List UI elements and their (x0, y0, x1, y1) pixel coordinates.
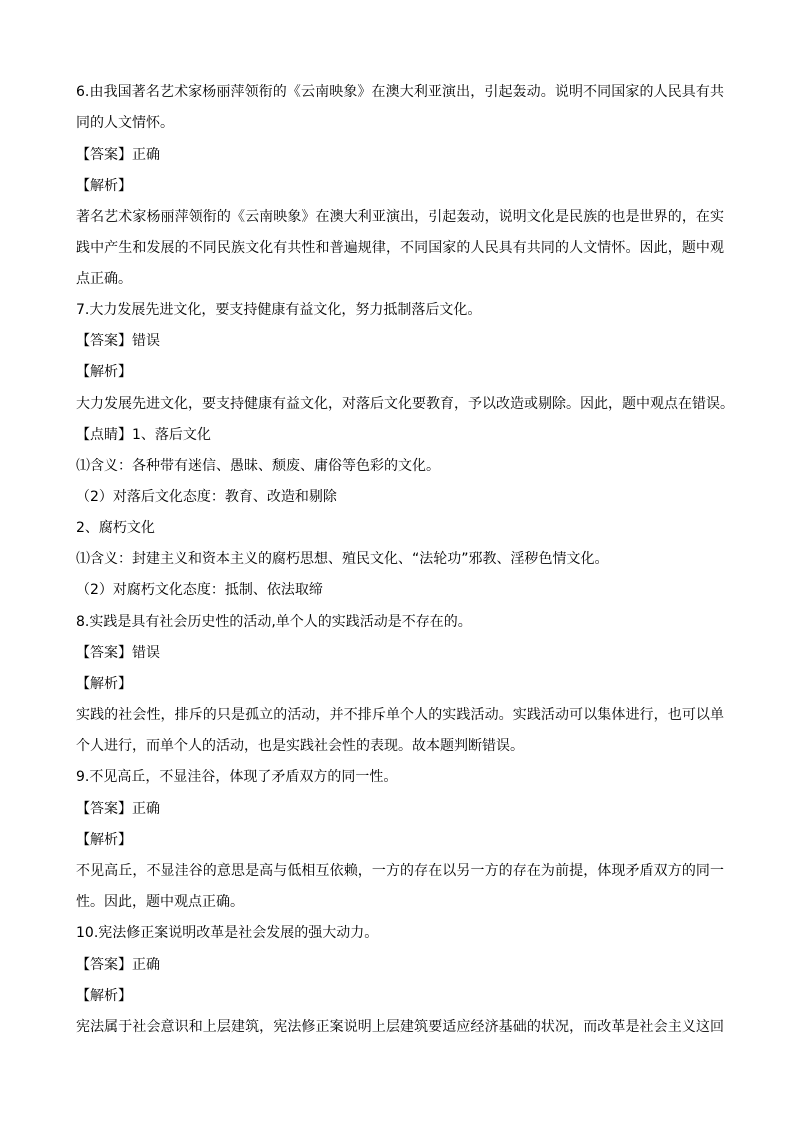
key-point-line: ⑴含义：各种带有迷信、愚昧、颓废、庸俗等色彩的文化。 (76, 458, 440, 474)
analysis-label: 【解析】 (76, 988, 132, 1004)
analysis-text-line: 个人进行，而单个人的活动，也是实践社会性的表现。故本题判断错误。 (76, 738, 524, 754)
key-point-line: 2、腐朽文化 (76, 520, 155, 536)
answer-label: 【答案】错误 (76, 645, 160, 661)
analysis-text-line: 性。因此，题中观点正确。 (76, 894, 244, 910)
key-point-line: ⑴含义：封建主义和资本主义的腐朽思想、殖民文化、“法轮功”邪教、淫秽色情文化。 (76, 551, 609, 567)
key-point-line: （2）对腐朽文化态度：抵制、依法取缔 (76, 582, 323, 598)
question-9: 9.不见高丘，不显洼谷，体现了矛盾双方的同一性。 (76, 769, 398, 785)
analysis-text-line: 点正确。 (76, 271, 132, 287)
question-6-line-1: 6.由我国著名艺术家杨丽萍领衔的《云南映象》在澳大利亚演出，引起轰动。说明不同国家的人民具有共 (76, 84, 724, 100)
analysis-text-line: 践中产生和发展的不同民族文化有共性和普遍规律，不同国家的人民具有共同的人文情怀。因此，题中观 (76, 240, 724, 256)
analysis-label: 【解析】 (76, 178, 132, 194)
question-8: 8.实践是具有社会历史性的活动,单个人的实践活动是不存在的。 (76, 614, 472, 630)
answer-label: 【答案】错误 (76, 333, 160, 349)
analysis-text-line: 不见高丘，不显洼谷的意思是高与低相互依赖，一方的存在以另一方的存在为前提，体现矛盾双方的同一 (76, 863, 724, 879)
answer-label: 【答案】正确 (76, 957, 160, 973)
answer-label: 【答案】正确 (76, 147, 160, 163)
analysis-text-line: 大力发展先进文化，要支持健康有益文化，对落后文化要教育，予以改造或剔除。因此，题中观点在错误。 (76, 396, 734, 412)
question-6-line-2: 同的人文情怀。 (76, 115, 174, 131)
analysis-label: 【解析】 (76, 364, 132, 380)
analysis-text-line: 实践的社会性，排斥的只是孤立的活动，并不排斥单个人的实践活动。实践活动可以集体进行，也可以单 (76, 707, 724, 723)
analysis-text-line: 著名艺术家杨丽萍领衔的《云南映象》在澳大利亚演出，引起轰动，说明文化是民族的也是世界的，在实 (76, 209, 724, 225)
analysis-text-line: 宪法属于社会意识和上层建筑，宪法修正案说明上层建筑要适应经济基础的状况，而改革是社会主义这回 (76, 1019, 724, 1035)
answer-label: 【答案】正确 (76, 801, 160, 817)
question-10: 10.宪法修正案说明改革是社会发展的强大动力。 (76, 925, 379, 941)
question-7: 7.大力发展先进文化，要支持健康有益文化，努力抵制落后文化。 (76, 302, 482, 318)
analysis-label: 【解析】 (76, 832, 132, 848)
key-point-line: （2）对落后文化态度：教育、改造和剔除 (76, 489, 337, 505)
analysis-label: 【解析】 (76, 676, 132, 692)
key-point-label: 【点睛】1、落后文化 (76, 427, 211, 443)
